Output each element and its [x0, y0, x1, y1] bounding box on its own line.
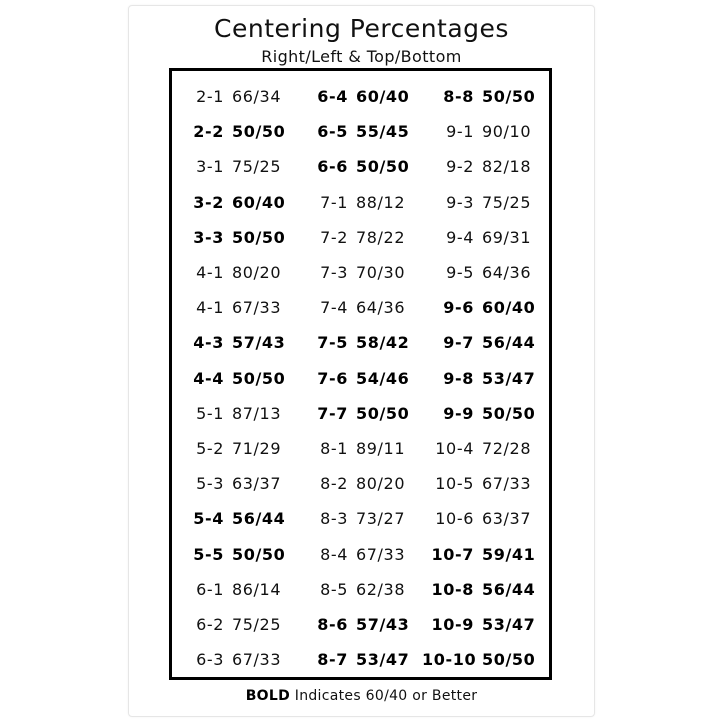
grade-label: 10-5 — [435, 474, 474, 494]
table-cell — [296, 361, 424, 396]
grade-label: 5-2 — [196, 439, 224, 458]
table-row — [172, 185, 549, 220]
percentage-value: 50/50 — [232, 368, 286, 388]
grade-label: 7-5 — [317, 333, 348, 353]
table-row — [172, 642, 549, 677]
table-cell — [296, 149, 424, 184]
grade-label: 6-5 — [317, 122, 348, 142]
percentage-value: 59/41 — [482, 544, 536, 564]
grade-label: 8-5 — [320, 579, 348, 599]
table-cell — [172, 396, 300, 431]
table-cell — [422, 114, 550, 149]
percentage-value: 56/44 — [482, 579, 536, 599]
page-subtitle: Right/Left & Top/Bottom — [261, 47, 462, 66]
grade-label: 8-4 — [320, 544, 348, 564]
grade-label: 7-7 — [317, 403, 348, 423]
percentage-value: 66/34 — [232, 87, 282, 106]
table-cell — [172, 572, 300, 607]
percentage-value: 75/25 — [482, 192, 532, 212]
table-cell — [296, 185, 424, 220]
table-row — [172, 396, 549, 431]
percentage-value: 64/36 — [356, 298, 406, 318]
table-cell — [296, 537, 424, 572]
percentage-value: 50/50 — [482, 403, 536, 423]
table-cell — [422, 220, 550, 255]
percentage-value: 53/47 — [356, 650, 410, 670]
grade-label: 8-1 — [320, 439, 348, 458]
footer-text: Indicates 60/40 or Better — [290, 688, 478, 704]
table-cell — [422, 431, 550, 466]
percentage-value: 54/46 — [356, 368, 410, 388]
table-cell — [296, 607, 424, 642]
percentage-value: 90/10 — [482, 122, 532, 142]
grade-label: 6-3 — [196, 650, 224, 670]
grade-label: 4-1 — [196, 263, 224, 282]
table-cell — [296, 396, 424, 431]
table-cell — [422, 501, 550, 536]
percentage-value: 78/22 — [356, 227, 406, 247]
table-cell — [422, 361, 550, 396]
table-cell — [296, 255, 424, 290]
table-cell — [296, 79, 424, 114]
percentage-value: 73/27 — [356, 509, 406, 529]
table-cell — [172, 501, 300, 536]
table-cell — [296, 325, 424, 360]
percentage-value: 63/37 — [232, 474, 282, 494]
grade-label: 2-1 — [196, 87, 224, 106]
percentage-value: 88/12 — [356, 192, 406, 212]
percentage-value: 80/20 — [232, 263, 282, 282]
table-cell — [172, 185, 300, 220]
table-row — [172, 431, 549, 466]
table-cell — [172, 149, 300, 184]
percentage-value: 50/50 — [232, 544, 286, 564]
percentage-value: 50/50 — [356, 403, 410, 423]
grade-label: 5-5 — [193, 544, 224, 564]
percentage-value: 67/33 — [482, 474, 532, 494]
percentage-value: 53/47 — [482, 368, 536, 388]
grade-label: 3-2 — [193, 192, 224, 212]
table-cell — [422, 642, 550, 677]
grade-label: 8-6 — [317, 615, 348, 634]
percentage-value: 63/37 — [482, 509, 532, 529]
table-cell — [172, 431, 300, 466]
percentage-value: 69/31 — [482, 227, 532, 247]
grade-label: 9-6 — [443, 298, 474, 318]
table-cell — [422, 149, 550, 184]
grade-label: 6-4 — [317, 87, 348, 106]
table-cell — [422, 572, 550, 607]
grade-label: 6-1 — [196, 579, 224, 599]
footer-note — [129, 688, 594, 704]
table-cell — [296, 114, 424, 149]
grade-label: 3-1 — [196, 157, 224, 177]
percentage-value: 64/36 — [482, 263, 532, 282]
table-cell — [172, 361, 300, 396]
grade-label: 5-1 — [196, 403, 224, 423]
table-row — [172, 607, 549, 642]
table-cell — [296, 466, 424, 501]
table-row — [172, 290, 549, 325]
percentage-value: 67/33 — [232, 650, 282, 670]
grade-label: 8-7 — [317, 650, 348, 670]
grade-label: 9-1 — [446, 122, 474, 142]
grade-label: 9-8 — [443, 368, 474, 388]
grade-label: 4-3 — [193, 333, 224, 353]
grade-label: 9-5 — [446, 263, 474, 282]
table-cell — [422, 466, 550, 501]
grade-label: 4-4 — [193, 368, 224, 388]
percentage-value: 50/50 — [232, 227, 286, 247]
percentage-value: 55/45 — [356, 122, 410, 142]
table-row — [172, 537, 549, 572]
table-cell — [422, 607, 550, 642]
table-cell — [296, 501, 424, 536]
table-cell — [296, 431, 424, 466]
grade-label: 7-4 — [320, 298, 348, 318]
page-title: Centering Percentages — [214, 14, 509, 43]
grade-label: 9-4 — [446, 227, 474, 247]
grade-label: 10-6 — [435, 509, 474, 529]
percentage-value: 56/44 — [232, 509, 286, 529]
table-cell — [422, 185, 550, 220]
percentage-value: 72/28 — [482, 439, 532, 458]
grade-label: 5-4 — [193, 509, 224, 529]
table-cell — [422, 537, 550, 572]
table-row — [172, 466, 549, 501]
table-cell — [422, 290, 550, 325]
table-cell — [296, 572, 424, 607]
table-cell — [422, 325, 550, 360]
grade-label: 6-6 — [317, 157, 348, 177]
grade-label: 7-1 — [320, 192, 348, 212]
percentage-value: 57/43 — [232, 333, 286, 353]
table-row — [172, 114, 549, 149]
table-row — [172, 255, 549, 290]
table-cell — [296, 642, 424, 677]
table-row — [172, 325, 549, 360]
table-cell — [422, 79, 550, 114]
grade-label: 6-2 — [196, 615, 224, 634]
centering-table — [169, 68, 552, 680]
table-cell — [296, 220, 424, 255]
table-row — [172, 79, 549, 114]
grade-label: 4-1 — [196, 298, 224, 318]
grade-label: 9-9 — [443, 403, 474, 423]
table-cell — [172, 607, 300, 642]
grade-label: 2-2 — [193, 122, 224, 142]
grade-label: 7-3 — [320, 263, 348, 282]
percentage-value: 50/50 — [232, 122, 286, 142]
percentage-value: 71/29 — [232, 439, 282, 458]
table-cell — [172, 466, 300, 501]
table-cell — [422, 396, 550, 431]
table-row — [172, 149, 549, 184]
percentage-value: 62/38 — [356, 579, 406, 599]
table-cell — [172, 642, 300, 677]
table-cell — [296, 290, 424, 325]
grade-label: 9-7 — [443, 333, 474, 353]
table-cell — [172, 220, 300, 255]
grade-label: 8-3 — [320, 509, 348, 529]
centering-chart-card — [128, 5, 595, 717]
footer-bold-word: BOLD — [245, 688, 291, 704]
table-row — [172, 220, 549, 255]
grade-label: 10-4 — [435, 439, 474, 458]
grade-label: 5-3 — [196, 474, 224, 494]
table-cell — [172, 255, 300, 290]
percentage-value: 58/42 — [356, 333, 410, 353]
percentage-value: 56/44 — [482, 333, 536, 353]
grade-label: 10-7 — [431, 544, 474, 564]
grade-label: 9-3 — [446, 192, 474, 212]
table-cell — [172, 537, 300, 572]
percentage-value: 60/40 — [356, 87, 410, 106]
percentage-value: 67/33 — [232, 298, 282, 318]
grade-label: 10-10 — [422, 650, 477, 670]
table-cell — [422, 255, 550, 290]
percentage-value: 50/50 — [482, 650, 536, 670]
grade-label: 3-3 — [193, 227, 224, 247]
grade-label: 8-2 — [320, 474, 348, 494]
percentage-value: 80/20 — [356, 474, 406, 494]
grade-label: 7-6 — [317, 368, 348, 388]
percentage-value: 50/50 — [356, 157, 410, 177]
table-cell — [172, 114, 300, 149]
percentage-value: 89/11 — [356, 439, 406, 458]
grade-label: 8-8 — [443, 87, 474, 106]
percentage-value: 57/43 — [356, 615, 410, 634]
percentage-value: 70/30 — [356, 263, 406, 282]
percentage-value: 82/18 — [482, 157, 532, 177]
table-row — [172, 572, 549, 607]
percentage-value: 60/40 — [482, 298, 536, 318]
table-cell — [172, 325, 300, 360]
percentage-value: 67/33 — [356, 544, 406, 564]
percentage-value: 75/25 — [232, 157, 282, 177]
percentage-value: 50/50 — [482, 87, 536, 106]
percentage-value: 87/13 — [232, 403, 282, 423]
table-row — [172, 361, 549, 396]
percentage-value: 60/40 — [232, 192, 286, 212]
table-cell — [172, 290, 300, 325]
table-row — [172, 501, 549, 536]
percentage-value: 86/14 — [232, 579, 282, 599]
grade-label: 9-2 — [446, 157, 474, 177]
table-cell — [172, 79, 300, 114]
grade-label: 10-9 — [431, 615, 474, 634]
grade-label: 7-2 — [320, 227, 348, 247]
grade-label: 10-8 — [431, 579, 474, 599]
percentage-value: 53/47 — [482, 615, 536, 634]
percentage-value: 75/25 — [232, 615, 282, 634]
